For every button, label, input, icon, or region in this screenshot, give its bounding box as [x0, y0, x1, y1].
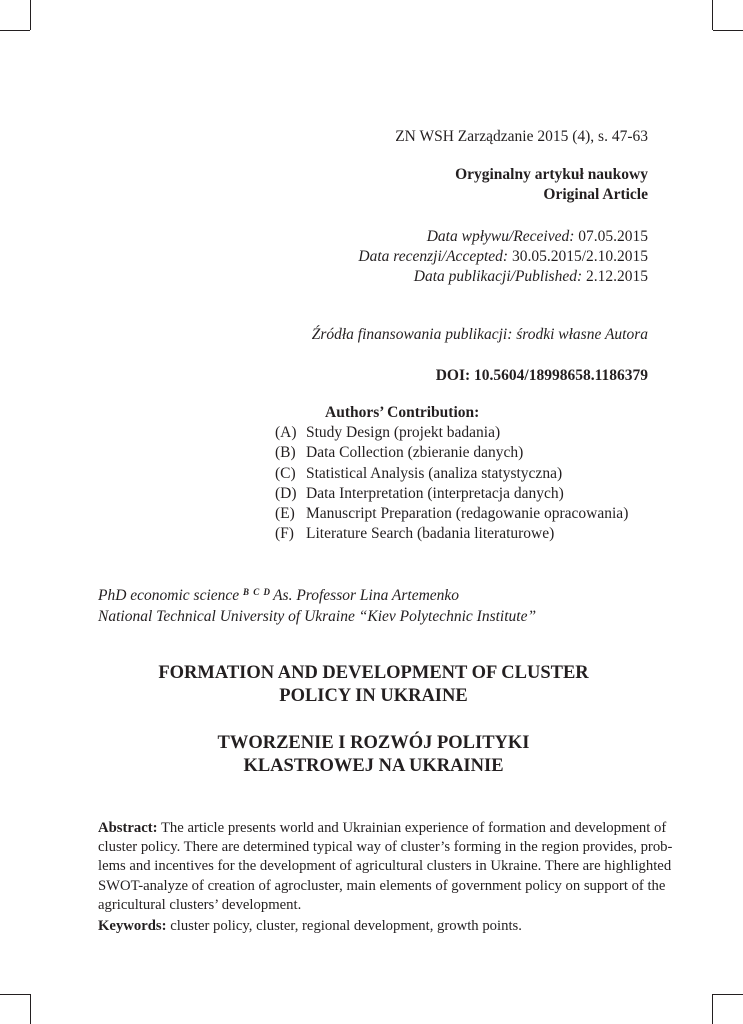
- crop-mark-bottom-left-vertical: [30, 994, 31, 1024]
- keywords-text: cluster policy, cluster, regional development, growth points.: [166, 918, 522, 934]
- title-polish: [98, 732, 649, 778]
- title-polish-line: KLASTROWEJ NA UKRAINIE: [243, 756, 504, 776]
- title-english-line: FORMATION AND DEVELOPMENT OF CLUSTER: [158, 663, 589, 683]
- abstract-line: SWOT-analyze of creation of agrocluster, main elements of government policy on support of the: [98, 877, 666, 894]
- published-date: [358, 267, 648, 287]
- contribution-heading: Authors’ Contribution:: [325, 404, 480, 421]
- contribution-code: (F): [275, 525, 294, 543]
- contribution-code: (E): [275, 505, 295, 523]
- contribution-text: Study Design (projekt badania): [306, 424, 501, 442]
- contribution-code: (C): [275, 464, 296, 482]
- contribution-item: [275, 484, 628, 504]
- authors-contribution: [275, 403, 628, 544]
- journal-reference: ZN WSH Zarządzanie 2015 (4), s. 47-63: [395, 128, 648, 145]
- doi: DOI: 10.5604/18998658.1186379: [435, 367, 648, 384]
- contribution-text: Manuscript Preparation (redagowanie opracowania): [306, 505, 629, 523]
- crop-mark-top-left-vertical: [30, 0, 31, 30]
- abstract-line: lems and incentives for the development of agricultural clusters in Ukraine. There are highlighted: [98, 858, 672, 875]
- published-label: Data publikacji/Published:: [413, 268, 583, 285]
- article-dates: [358, 227, 648, 287]
- article-type: [455, 165, 648, 205]
- author-contribution-codes: B C D: [243, 587, 272, 597]
- funding-source: Źródła finansowania publikacji: środki własne Autora: [311, 326, 648, 343]
- contribution-item: [275, 443, 628, 463]
- abstract-line: agricultural clusters’ development.: [98, 896, 302, 913]
- keywords-label: Keywords:: [98, 918, 167, 934]
- author-name: As. Professor Lina Artemenko: [273, 587, 460, 604]
- contribution-text: Data Collection (zbieranie danych): [306, 444, 524, 462]
- contribution-code: (A): [275, 424, 297, 442]
- abstract-label: Abstract:: [98, 820, 158, 836]
- author-block: [98, 582, 536, 627]
- abstract-text: The article presents world and Ukrainian experience of formation and development of: [157, 820, 667, 836]
- published-value: 2.12.2015: [582, 268, 648, 285]
- article-type-en: Original Article: [543, 186, 648, 203]
- abstract: [98, 819, 673, 915]
- received-date: [358, 227, 648, 247]
- accepted-date: [358, 247, 648, 267]
- accepted-value: 30.05.2015/2.10.2015: [508, 248, 648, 265]
- contribution-code: (B): [275, 444, 296, 462]
- contribution-code: (D): [275, 484, 297, 502]
- received-label: Data wpływu/Received:: [426, 228, 575, 245]
- author-line: [98, 582, 536, 606]
- contribution-item: [275, 464, 628, 484]
- crop-mark-bottom-right-horizontal: [713, 994, 743, 995]
- keywords: [98, 917, 522, 936]
- contribution-text: Statistical Analysis (analiza statystyczna): [306, 464, 563, 482]
- abstract-line: [98, 819, 667, 838]
- crop-mark-top-right-vertical: [712, 0, 713, 30]
- title-polish-line: TWORZENIE I ROZWÓJ POLITYKI: [217, 733, 530, 753]
- abstract-line: cluster policy. There are determined typical way of cluster’s forming in the region provides, prob-: [98, 839, 673, 856]
- crop-mark-top-left-horizontal: [0, 30, 30, 31]
- article-type-pl: Oryginalny artykuł naukowy: [455, 166, 648, 183]
- crop-mark-top-right-horizontal: [713, 30, 743, 31]
- author-degree: PhD economic science: [98, 587, 240, 604]
- crop-mark-bottom-right-vertical: [712, 994, 713, 1024]
- contribution-item: [275, 423, 628, 443]
- title-english: [98, 662, 649, 708]
- author-affiliation: National Technical University of Ukraine “Kiev Polytechnic Institute”: [98, 608, 537, 625]
- contribution-item: [275, 524, 628, 544]
- accepted-label: Data recenzji/Accepted:: [358, 248, 509, 265]
- title-english-line: POLICY IN UKRAINE: [279, 686, 468, 706]
- received-value: 07.05.2015: [574, 228, 648, 245]
- crop-mark-bottom-left-horizontal: [0, 994, 30, 995]
- contribution-text: Literature Search (badania literaturowe): [306, 525, 555, 543]
- contribution-text: Data Interpretation (interpretacja danych): [306, 484, 564, 502]
- contribution-item: [275, 504, 628, 524]
